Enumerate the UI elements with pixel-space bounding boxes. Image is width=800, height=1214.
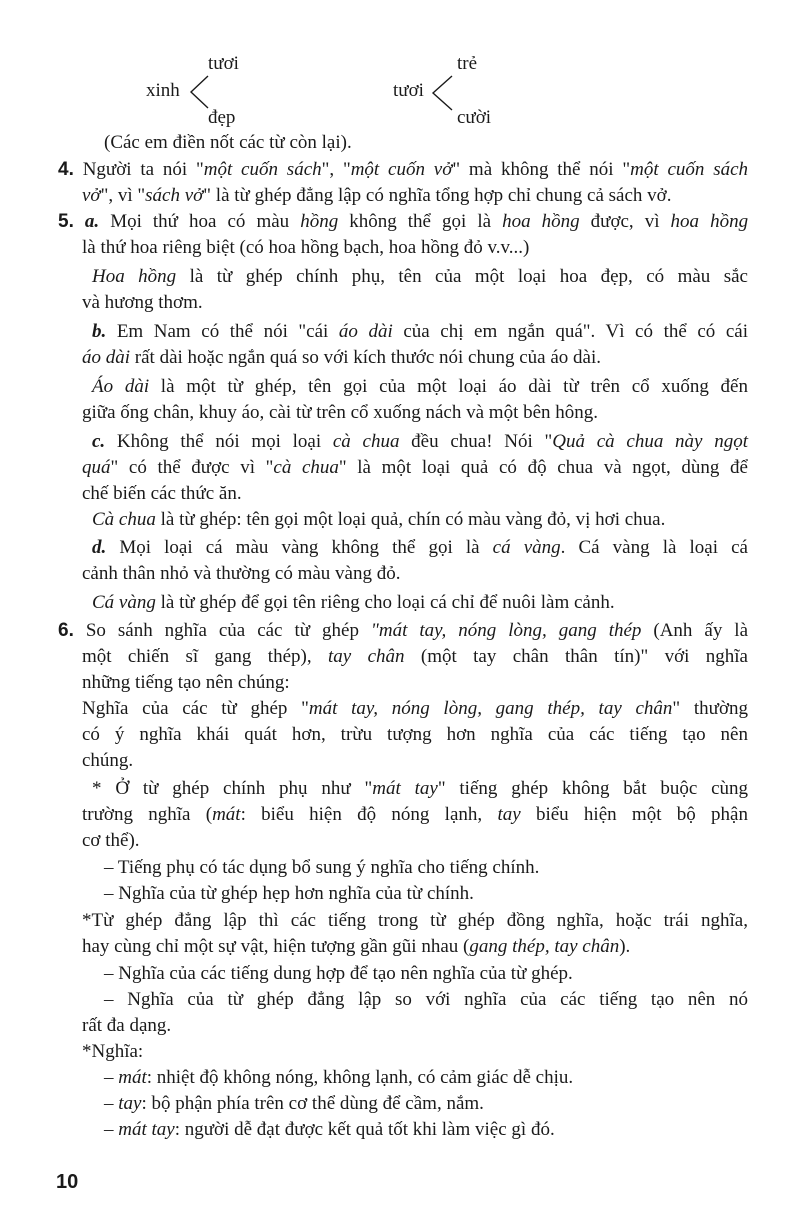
tree-2-root-word: tươi	[393, 80, 424, 101]
q6-line-6: chúng.	[82, 750, 134, 771]
q6-line-4: Nghĩa của các từ ghép "mát tay, nóng lòng, gang thép, tay chân" thường	[82, 698, 748, 719]
q5b-line-2: áo dài rất dài hoặc ngắn quá so với kích thước nói chung của áo dài.	[82, 347, 601, 368]
q6-line-2: một chiến sĩ gang thép), tay chân (một tay chân thân tín)" với nghĩa	[82, 646, 748, 667]
tree-note: (Các em điền nốt các từ còn lại).	[104, 132, 352, 153]
q5c-line-1: c. Không thể nói mọi loại cà chua đều chua! Nói "Quả cà chua này ngọt	[92, 431, 748, 452]
q6-line-11: – Nghĩa của từ ghép hẹp hơn nghĩa của từ chính.	[104, 883, 474, 904]
q6-line-13: hay cùng chỉ một sự vật, hiện tượng gần gũi nhau (gang thép, tay chân).	[82, 936, 631, 957]
q5c-label: c.	[92, 431, 106, 452]
q4-line-1: 4. Người ta nói "một cuốn sách", "một cuốn vở" mà không thể nói "một cuốn sách	[58, 159, 749, 180]
q6-line-10: – Tiếng phụ có tác dụng bổ sung ý nghĩa cho tiếng chính.	[104, 857, 540, 878]
q6-line-7: * Ở từ ghép chính phụ như "mát tay" tiếng ghép không bắt buộc cùng	[92, 778, 749, 799]
q5d-label: d.	[92, 537, 107, 558]
q6-line-18: – mát: nhiệt độ không nóng, không lạnh, có cảm giác dễ chịu.	[104, 1067, 574, 1088]
tree-2-bottom-word: cười	[457, 107, 492, 128]
q5b-line-4: giữa ống chân, khuy áo, cài từ trên cổ xuống nách và một bên hông.	[82, 402, 599, 423]
q6-line-9: cơ thể).	[82, 830, 140, 851]
q5c-line-3: chế biến các thức ăn.	[82, 483, 242, 504]
tree-1-bottom-word: đẹp	[208, 107, 236, 128]
q5a-line-4: và hương thơm.	[82, 292, 203, 313]
tree-2-top-word: trẻ	[457, 53, 478, 74]
tree-1-top-word: tươi	[208, 53, 239, 74]
tree-2-branch	[430, 74, 454, 112]
q6-line-8: trường nghĩa (mát: biểu hiện độ nóng lạnh, tay biểu hiện một bộ phận	[82, 804, 748, 825]
q6-line-17: *Nghĩa:	[82, 1041, 144, 1062]
q6-line-14: – Nghĩa của các tiếng dung hợp để tạo nên nghĩa của từ ghép.	[104, 963, 573, 984]
q5a-label: a.	[84, 211, 100, 232]
q6-line-19: – tay: bộ phận phía trên cơ thể dùng để cầm, nắm.	[104, 1093, 484, 1114]
q4-line-2: vở", vì "sách vở" là từ ghép đẳng lập có nghĩa tổng hợp chỉ chung cả sách vở.	[82, 185, 672, 206]
q5b-line-3: Áo dài là một từ ghép, tên gọi của một loại áo dài từ trên cổ xuống đến	[92, 376, 748, 397]
q6-line-15: – Nghĩa của từ ghép đẳng lập so với nghĩa của các tiếng tạo nên nó	[104, 989, 748, 1010]
q5d-line-1: d. Mọi loại cá màu vàng không thể gọi là cá vàng. Cá vàng là loại cá	[92, 537, 748, 558]
q5b-line-1: b. Em Nam có thể nói "cái áo dài của chị em ngắn quá". Vì có thể có cái	[92, 321, 748, 342]
q5d-line-3: Cá vàng là từ ghép để gọi tên riêng cho loại cá chỉ để nuôi làm cảnh.	[92, 592, 615, 613]
q5-number: 5.	[58, 211, 74, 232]
tree-1-branch	[188, 74, 210, 110]
q5d-line-2: cảnh thân nhỏ và thường có màu vàng đỏ.	[82, 563, 401, 584]
q6-line-20: – mát tay: người dễ đạt được kết quả tốt khi làm việc gì đó.	[104, 1119, 555, 1140]
q6-number: 6.	[58, 620, 74, 641]
q5c-line-2: quá" có thể được vì "cà chua" là một loại quả có độ chua và ngọt, dùng để	[82, 457, 748, 478]
q6-line-3: những tiếng tạo nên chúng:	[82, 672, 290, 693]
q6-line-5: có ý nghĩa khái quát hơn, trừu tượng hơn nghĩa của các tiếng tạo nên	[82, 724, 748, 745]
q5a-line-3: Hoa hồng là từ ghép chính phụ, tên của một loại hoa đẹp, có màu sắc	[92, 266, 748, 287]
q5a-line-2: là thứ hoa riêng biệt (có hoa hồng bạch, hoa hồng đỏ v.v...)	[82, 237, 530, 258]
tree-1-root-word: xinh	[146, 80, 180, 101]
q5a-line-1: 5. a. Mọi thứ hoa có màu hồng không thể gọi là hoa hồng được, vì hoa hồng	[58, 211, 749, 232]
q5c-line-4: Cà chua là từ ghép: tên gọi một loại quả, chín có màu vàng đỏ, vị hơi chua.	[92, 509, 666, 530]
q6-line-12: *Từ ghép đẳng lập thì các tiếng trong từ ghép đồng nghĩa, hoặc trái nghĩa,	[82, 910, 748, 931]
q4-number: 4.	[58, 159, 74, 180]
q5b-label: b.	[92, 321, 107, 342]
q6-line-1: 6. So sánh nghĩa của các từ ghép "mát tay, nóng lòng, gang thép (Anh ấy là	[58, 620, 749, 641]
q6-line-16: rất đa dạng.	[82, 1015, 172, 1036]
page-number: 10	[56, 1171, 79, 1193]
